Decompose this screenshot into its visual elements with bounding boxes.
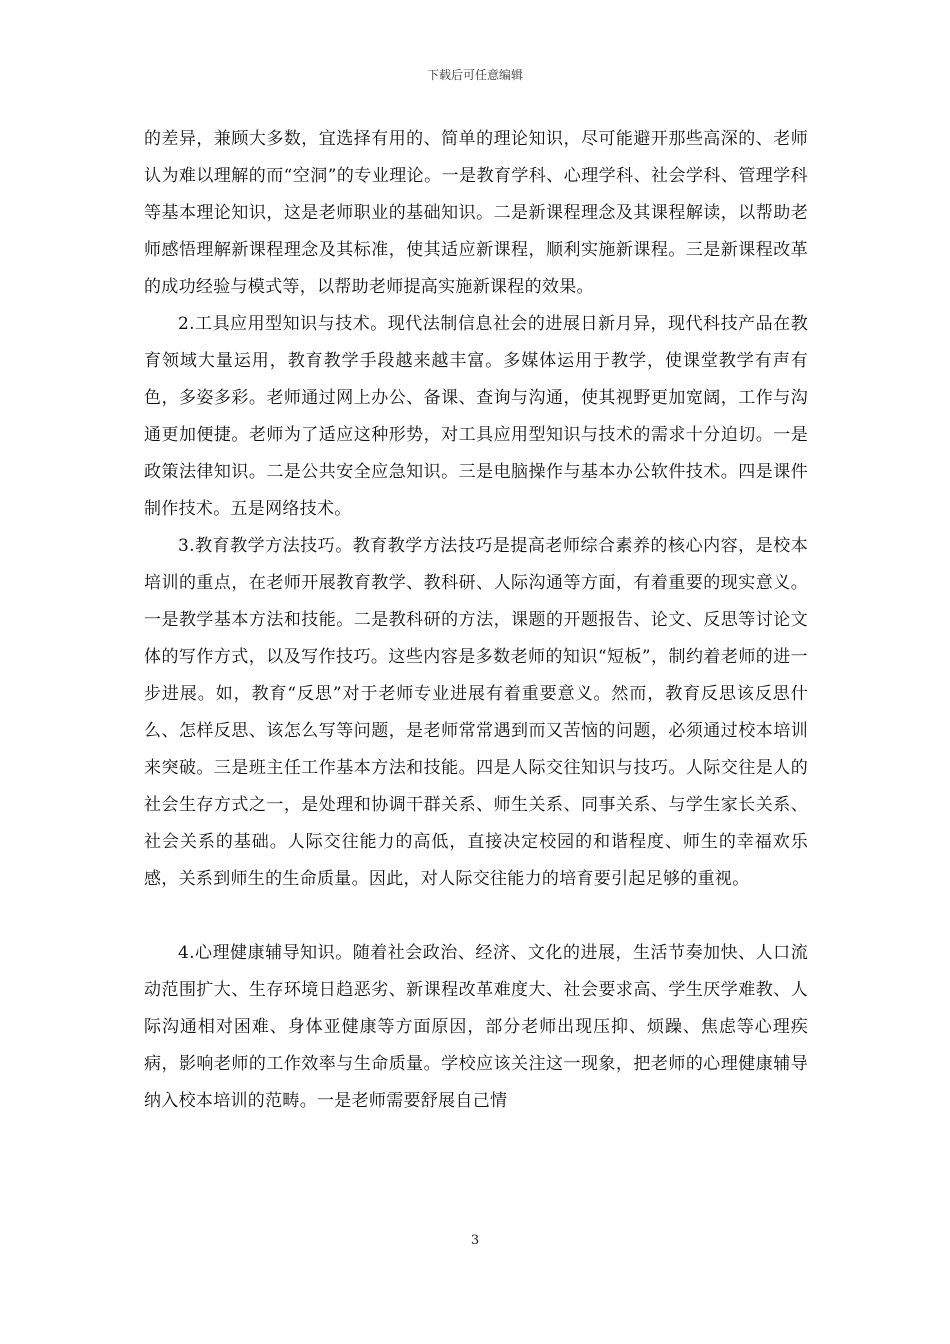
page-header: 下载后可任意编辑 — [426, 68, 523, 82]
paragraph-teaching-methods: 3.教育教学方法技巧。教育教学方法技巧是提高老师综合素养的核心内容，是校本培训的重点，在老师开展教育教学、教科研、人际沟通等方面，有着重要的现实意义。一是教学基本方法和技能。二是教科研的方法，课题的开题报告、论文、反思等讨论文体的写作方式，以及写作技巧。这些内容是多数老师的知识“短板”，制约着老师的进一步进展。如，教育“反思”对于老师专业进展有着重要意义。然而，教育反思该反思什么、怎样反思、该怎么写等问题，是老师常常遇到而又苦恼的问题，必须通过校本培训来突破。三是班主任工作基本方法和技能。四是人际交往知识与技巧。人际交往是人的社会生存方式之一，是处理和协调干群关系、师生关系、同事关系、与学生家长关系、社会关系的基础。人际交往能力的高低，直接决定校园的和谐程度、师生的幸福欢乐感，关系到师生的生命质量。因此，对人际交往能力的培育要引起足够的重视。 — [144, 536, 808, 889]
paragraph-tools-knowledge: 2.工具应用型知识与技术。现代法制信息社会的进展日新月异，现代科技产品在教育领域大量运用，教育教学手段越来越丰富。多媒体运用于教学，使课堂教学有声有色，多姿多彩。老师通过网上办公、备课、查询与沟通，使其视野更加宽阔，工作与沟通更加便捷。老师为了适应这种形势，对工具应用型知识与技术的需求十分迫切。一是政策法律知识。二是公共安全应急知识。三是电脑操作与基本办公软件技术。四是课件制作技术。五是网络技术。 — [144, 314, 808, 519]
document-body — [144, 121, 808, 1120]
page-number: 3 — [470, 1233, 480, 1248]
paragraph-mental-health: 4.心理健康辅导知识。随着社会政治、经济、文化的进展，生活节奏加快、人口流动范围扩大、生存环境日趋恶劣、新课程改革难度大、社会要求高、学生厌学难教、人际沟通相对困难、身体亚健康等方面原因，部分老师出现压抑、烦躁、焦虑等心理疾病，影响老师的工作效率与生命质量。学校应该关注这一现象，把老师的心理健康辅导纳入校本培训的范畴。一是老师需要舒展自己情 — [144, 943, 808, 1111]
paragraph-continuation: 的差异，兼顾大多数，宜选择有用的、简单的理论知识，尽可能避开那些高深的、老师认为难以理解的而“空洞”的专业理论。一是教育学科、心理学科、社会学科、管理学科等基本理论知识，这是老师职业的基础知识。二是新课程理念及其课程解读，以帮助老师感悟理解新课程理念及其标准，使其适应新课程，顺利实施新课程。三是新课程改革的成功经验与模式等，以帮助老师提高实施新课程的效果。 — [144, 129, 808, 297]
